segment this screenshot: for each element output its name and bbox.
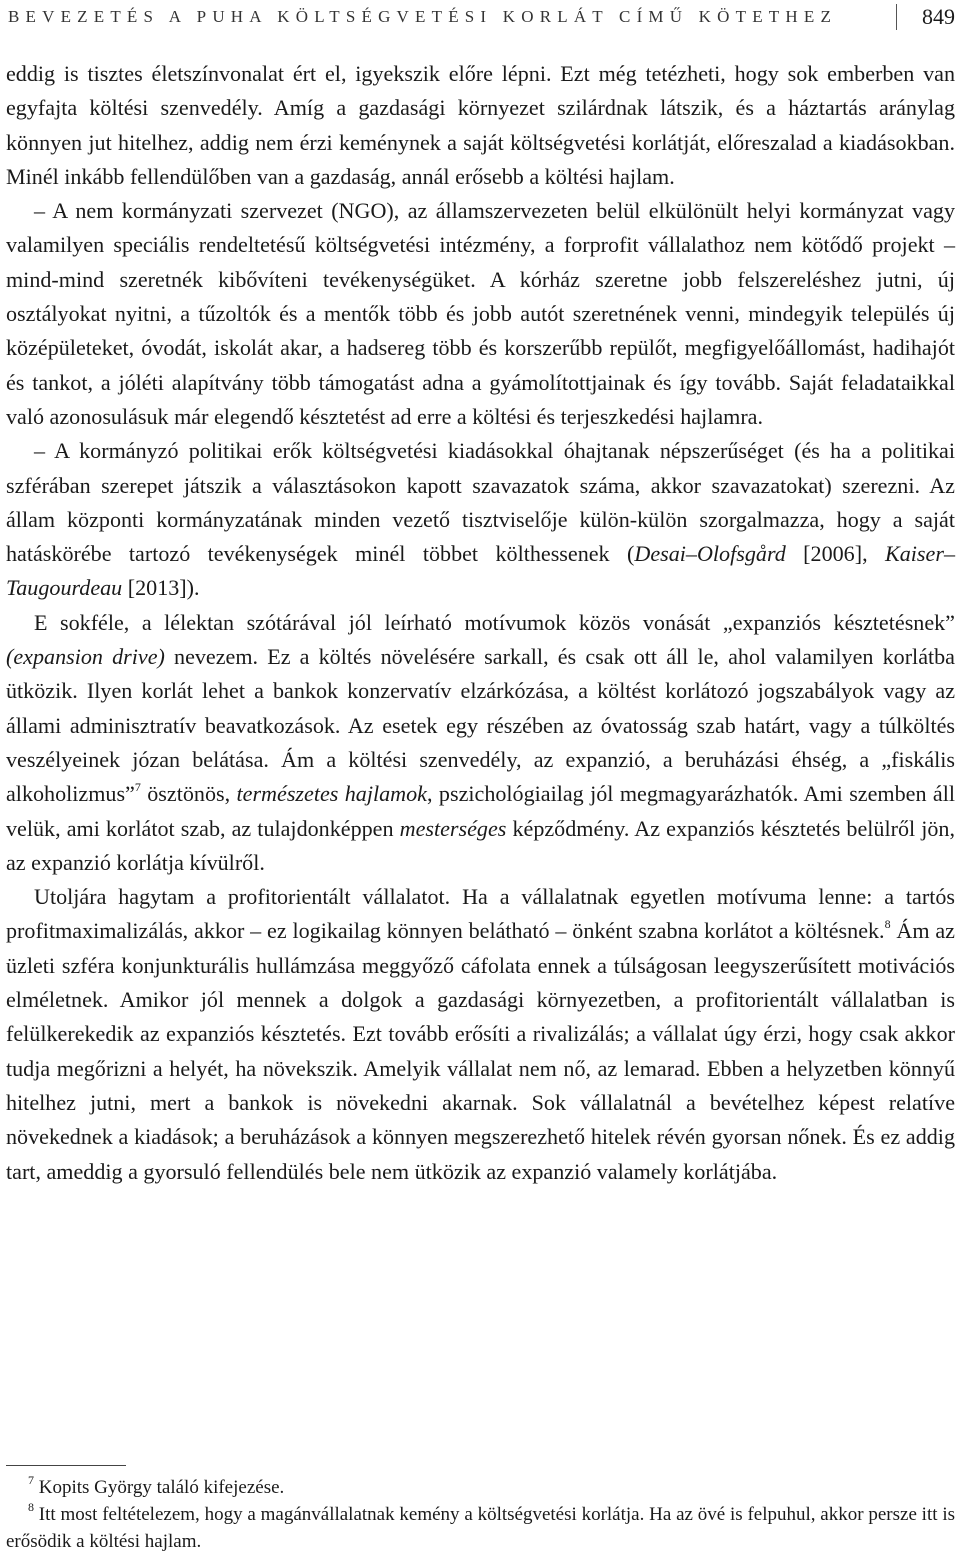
citation-year-2006: [2006], [785, 541, 886, 567]
citation-desai-olofsgard: Desai–Olofsgård [634, 541, 786, 567]
header-divider [896, 4, 897, 30]
footnote-ref-7[interactable]: 7 [134, 779, 141, 794]
paragraph-4-text-b: nevezem. Ez a költés növelésére sarkall, és csak ott áll le, ahol valamilyen korlátba ütközik. Ilyen korlát lehet a bankok konzervatív elzárkózása, a költést korlátozó jogszabályok vagy az állami adminisztratív beavatkozások. Az esetek egy részében az óvatosság szab határt, vagy a túlköltés veszélyeinek józan belátása. Ám a költési szenvedély, az expanzió, a beruházási éhség, a „fiskális alkoholizmus” [6, 644, 955, 807]
paragraph-3 [6, 434, 955, 605]
running-title: BEVEZETÉS A PUHA KÖLTSÉGVETÉSI KORLÁT CÍMŰ KÖTETHEZ [8, 7, 838, 26]
footnotes [6, 1474, 955, 1555]
paragraph-3-text: – A kormányzó politikai erők költségvetési kiadásokkal óhajtanak népszerűséget (és ha a politikai szférában szerepet játszik a választásokon kapott szavazatok száma, akkor szavazatokat) szerezni. Az állam központi kormányzatának minden vezető tisztviselője külön-külön szorgalmazza, hogy a saját hatáskörébe tartozó tevékenységek minél többet költhessenek ( [6, 438, 955, 567]
footnote-separator [6, 1465, 126, 1466]
paragraph-1: eddig is tisztes életszínvonalat ért el, igyekszik előre lépni. Ezt még tetézheti, hogy sok emberben van egyfajta költési szenvedély. Amíg a gazdasági környezet szilárdnak látszik, és a háztartás aránylag könnyen jut hitelhez, addig nem érzi keménynek a saját költségvetési korlátját, előreszalad a kiadásokban. Minél inkább fellendülőben van a gazdaság, annál erősebb a költési hajlam. [6, 61, 955, 189]
footnote-7 [6, 1474, 955, 1501]
footnote-number: 7 [28, 1472, 34, 1487]
paragraph-4-text-a: E sokféle, a lélektan szótárával jól leírható motívumok közös vonását „expanziós késztetésnek” [34, 609, 955, 635]
paragraph-5-text-a: Utoljára hagytam a profitorientált vállalatot. Ha a vállalatnak egyetlen motívuma lenne: a tartós profitmaximalizálás, akkor – ez logikailag könnyen belátható – önként szabna korlátot a költésnek. [6, 884, 955, 944]
paragraph-5-text-b: Ám az üzleti szféra konjunkturális hullámzása meggyőző cáfolata ennek a túlságosan leegyszerűsített motivációs elméletnek. Amikor jól mennek a dolgok a gazdasági környezetben, a profitorientált vállalatban is felülkerekedik az expanziós késztetés. Ezt tovább erősíti a rivalizálás; a vállalat úgy érzi, hogy csak akkor tudja megőrizni a helyét, ha növekszik. Amelyik vállalat nem nő, az lemarad. Ebben a helyzetben könnyű hitelhez jutni, mert a bankok is növekedni akarnak. Sok vállalatnál a bevételhez képest relatíve növekednek a kiadások; a beruházások a könnyen megszerezhető hitelek révén gyorsan nőnek. És ez addig tart, ameddig a gyorsuló fellendülés bele nem ütközik az expanzió valamely korlátjába. [6, 918, 955, 1184]
paragraph-5 [6, 880, 955, 1189]
footnote-text: Itt most feltételezem, hogy a magánvállalatnak kemény a költségvetési korlátja. Ha az övé is felpuhul, akkor persze itt is erősödik a költési hajlam. [6, 1504, 955, 1552]
footnote-text: Kopits György találó kifejezése. [38, 1477, 285, 1498]
emphasis-natural-tendencies: természetes hajlamok [236, 781, 427, 807]
paragraph-4-text-e: képződmény. Az expanziós késztetés belülről jön, az expanzió korlátja kívülről. [6, 815, 955, 875]
citation-kaiser-taugourdeau: Kaiser–Taugourdeau [6, 541, 955, 601]
citation-year-2013: [2013]). [122, 575, 200, 601]
emphasis-artificial: mesterséges [399, 815, 507, 841]
paragraph-4-text-d: , pszichológiailag jól megmagyarázhatók. Ami szemben áll velük, ami korlátot szab, az tulajdonképpen [6, 781, 955, 841]
paragraph-4 [6, 606, 955, 880]
footnote-8 [6, 1501, 955, 1555]
paragraph-4-text-c: ösztönös, [140, 781, 237, 807]
term-expansion-drive: (expansion drive) [6, 644, 165, 670]
body-text [6, 57, 955, 1189]
running-header [8, 3, 955, 31]
paragraph-2: – A nem kormányzati szervezet (NGO), az államszervezeten belül elkülönült helyi kormányzat vagy valamilyen speciális rendeltetésű költségvetési intézmény, a forprofit vállalathoz nem kötődő projekt – mind-mind szeretnék kibővíteni tevékenységüket. A kórház szeretne jobb felszereléshez jutni, új osztályokat nyitni, a tűzoltók és a mentők több és jobb autót szeretnének venni, mindegyik település új középületeket, óvodát, iskolát akar, a hadsereg több és korszerűbb repülőt, megfigyelőállomást, hadihajót és tankot, a jóléti alapítvány több támogatást adna a gyámolítottjainak és így tovább. Saját feladataikkal való azonosulásuk már elegendő késztetést ad erre a költési és terjeszkedési hajlamra. [6, 198, 955, 429]
page-number: 849 [922, 4, 955, 29]
footnote-ref-8[interactable]: 8 [884, 917, 891, 932]
footnote-number: 8 [28, 1499, 34, 1514]
